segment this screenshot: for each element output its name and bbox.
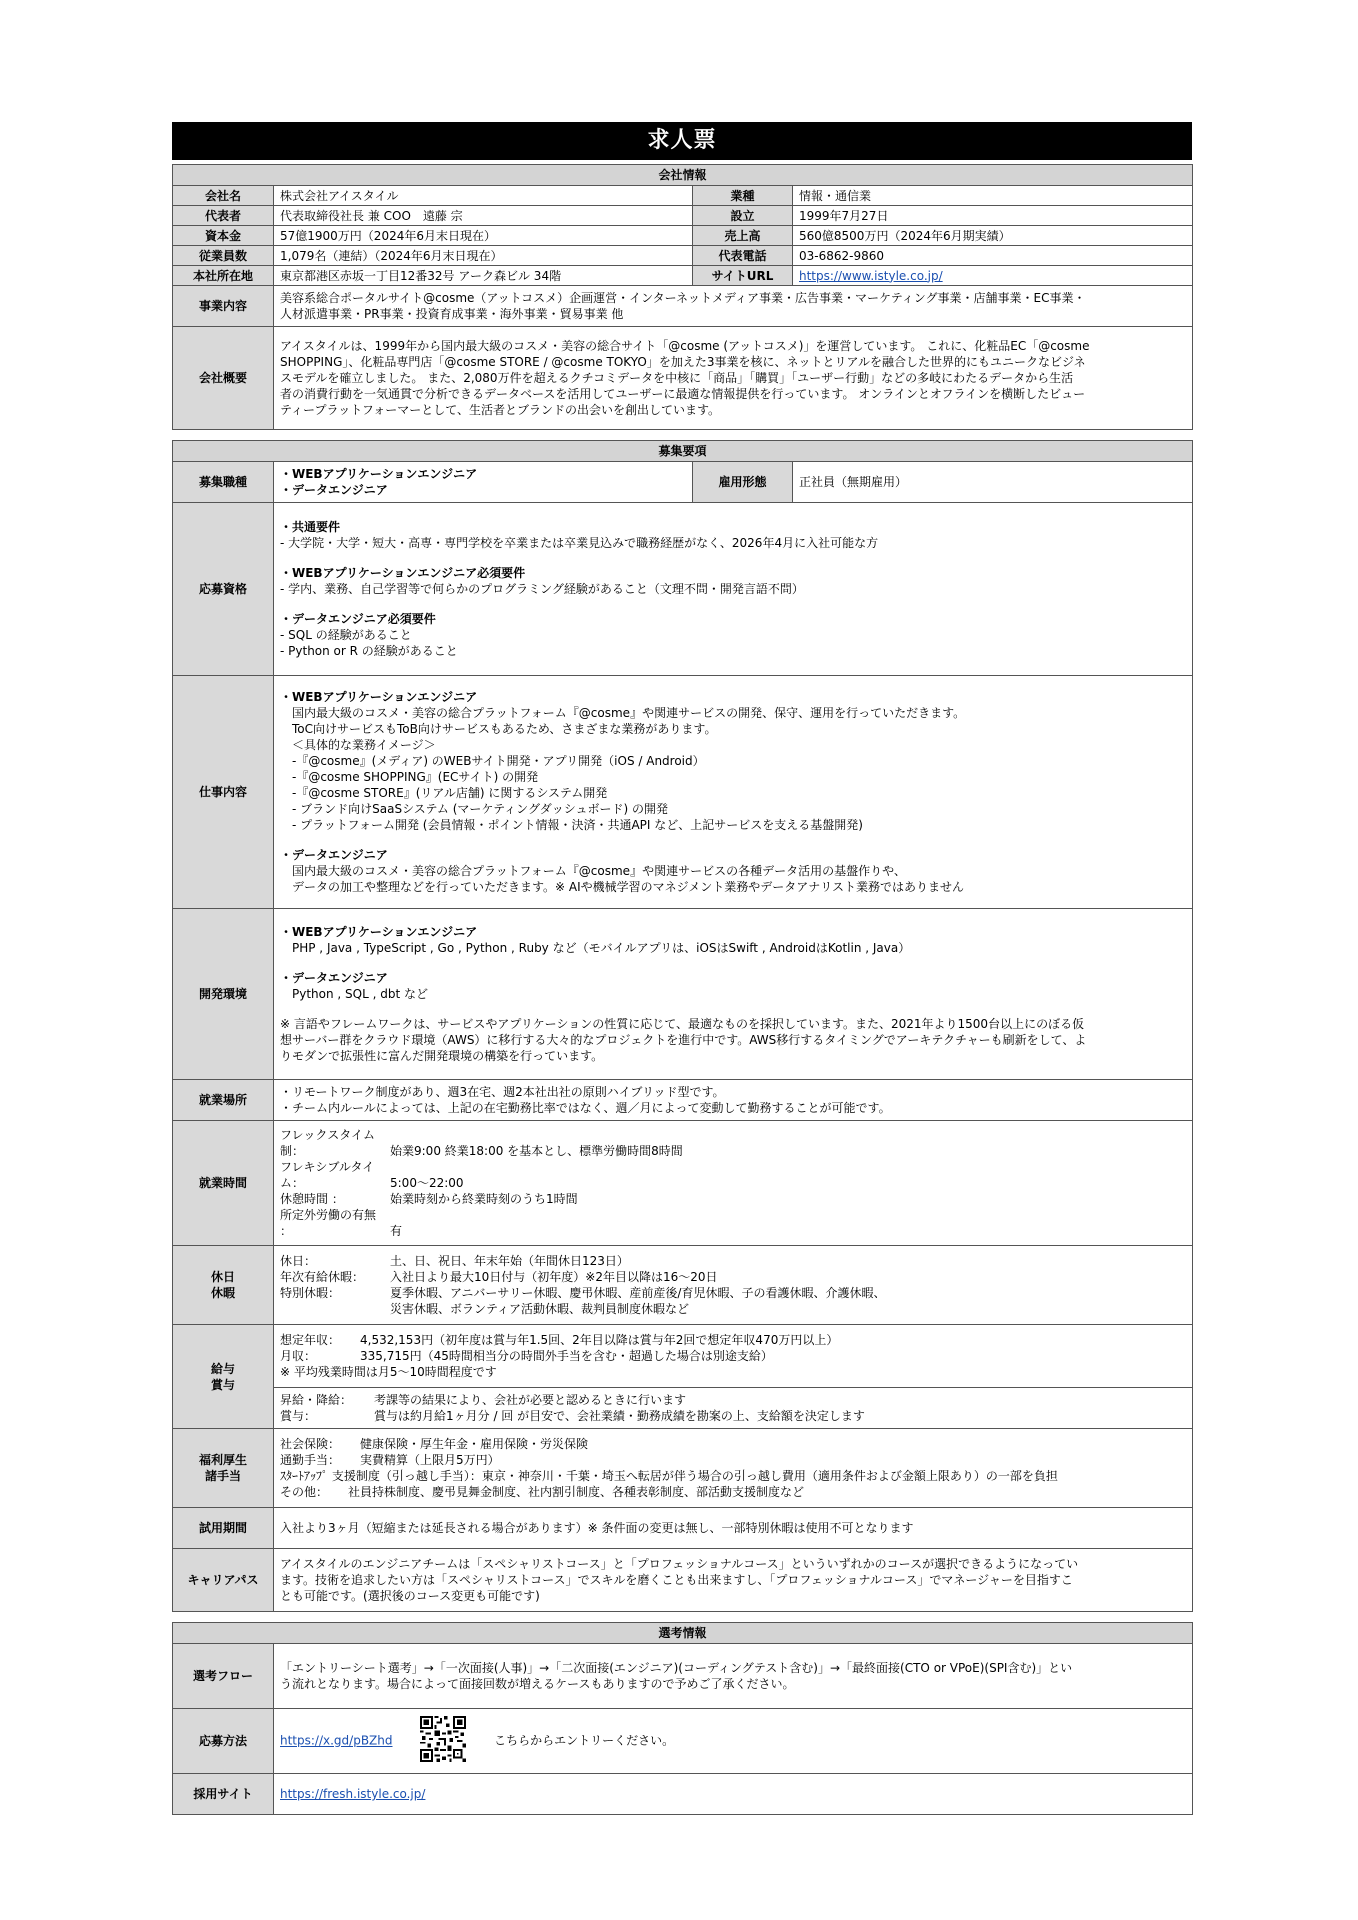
welfare-row	[173, 1429, 1193, 1508]
heading: ・WEBアプリケーションエンジニア必須要件	[280, 566, 526, 580]
label-recruit-site: 採用サイト	[173, 1774, 274, 1815]
label-site-url: サイトURL	[693, 266, 793, 286]
recruitment-table	[172, 440, 1193, 1612]
text-line: ・WEBアプリケーションエンジニア	[280, 467, 478, 481]
heading: ・データエンジニア	[280, 848, 388, 862]
flow-row	[173, 1644, 1193, 1709]
position-row	[173, 462, 1193, 503]
value-welfare	[274, 1429, 1193, 1508]
value-employees: 1,079名（連結）（2024年6月末日現在）	[274, 246, 693, 266]
site-row	[173, 1774, 1193, 1815]
label-address: 本社所在地	[173, 266, 274, 286]
text-line: アイスタイルのエンジニアチームは「スペシャリストコース」と「プロフェッショナルコース」といういずれかのコースが選択できるようになってい	[280, 1557, 1079, 1571]
term: 休憩時間 ：	[280, 1192, 344, 1206]
value-business	[274, 286, 1193, 327]
company-info-table	[172, 164, 1193, 430]
value-apply	[274, 1709, 1193, 1774]
label-work-hours: 就業時間	[173, 1121, 274, 1246]
company-row	[173, 226, 1193, 246]
company-section-header: 会社情報	[173, 165, 1193, 186]
label-phone: 代表電話	[693, 246, 793, 266]
text-line: とも可能です。(選択後のコース変更も可能です)	[280, 1589, 540, 1603]
text-line	[280, 1348, 1186, 1364]
page-title: 求人票	[172, 122, 1192, 160]
definition: 夏季休暇、アニバーサリー休暇、慶弔休暇、産前産後/育児休暇、子の看護休暇、介護休暇、	[390, 1286, 886, 1300]
text-line: データの加工や整理などを行っていただきます。※ AIや機械学習のマネジメント業務やデータアナリスト業務ではありません	[292, 880, 965, 894]
text-line	[280, 1332, 1186, 1348]
value-company-name: 株式会社アイスタイル	[274, 186, 693, 206]
business-row	[173, 286, 1193, 327]
value-dev-environment	[274, 909, 1193, 1080]
definition: 始業時刻から終業時刻のうち1時間	[390, 1192, 578, 1206]
term: フレキシブルタイム：	[280, 1160, 375, 1190]
label-line: 福利厚生	[198, 1453, 247, 1467]
text-line: 「エントリーシート選考」→「一次面接(人事)」→「二次面接(エンジニア)(コーディングテスト含む)」→「最終面接(CTO or VPoE)(SPI含む)」とい	[280, 1661, 1073, 1675]
label-line: 諸手当	[204, 1469, 241, 1483]
value-capital: 57億1900万円（2024年6月末日現在）	[274, 226, 693, 246]
definition: 社員持株制度、慶弔見舞金制度、社内割引制度、各種表彰制度、部活動支援制度など	[348, 1485, 805, 1499]
value-sales: 560億8500万円（2024年6月期実績）	[793, 226, 1193, 246]
value-address: 東京都港区赤坂一丁目12番32号 アーク森ビル 34階	[274, 266, 693, 286]
trial-row	[173, 1508, 1193, 1549]
definition: 4,532,153円（初年度は賞与年1.5回、2年目以降は賞与年2回で想定年収470万円以上）	[360, 1333, 839, 1347]
recruit-section-header: 募集要項	[173, 441, 1193, 462]
term: 社会保険：	[280, 1437, 341, 1451]
definition: 有	[390, 1224, 403, 1238]
label-employees: 従業員数	[173, 246, 274, 266]
definition: 実費精算（上限月5万円）	[360, 1453, 500, 1467]
text-line: りモダンで拡張性に富んだ開発環境の構築を行っています。	[280, 1049, 604, 1063]
work-place-row	[173, 1080, 1193, 1121]
label-founded: 設立	[693, 206, 793, 226]
term: 通勤手当：	[280, 1453, 341, 1467]
work-hours-row	[173, 1121, 1193, 1246]
heading: ・データエンジニア	[280, 971, 388, 985]
label-sales: 売上高	[693, 226, 793, 246]
text-line	[280, 1269, 1186, 1285]
text-line: - プラットフォーム開発 (会員情報・ポイント情報・決済・共通API など、上記サービスを支える基盤開発)	[292, 818, 863, 832]
apply-url-link[interactable]: https://x.gd/pBZhd	[280, 1733, 393, 1748]
label-flow: 選考フロー	[173, 1644, 274, 1709]
text-line: -『@cosme STORE』(リアル店舗) に関するシステム開発	[292, 786, 608, 800]
heading: ・WEBアプリケーションエンジニア	[280, 690, 478, 704]
term: 月収：	[280, 1349, 317, 1363]
label-business: 事業内容	[173, 286, 274, 327]
label-capital: 資本金	[173, 226, 274, 246]
label-apply: 応募方法	[173, 1709, 274, 1774]
text-line	[280, 1253, 1186, 1269]
text-line: ・リモートワーク制度があり、週3在宅、週2本社出社の原則ハイブリッド型です。	[280, 1085, 725, 1099]
term: 想定年収：	[280, 1333, 341, 1347]
apply-instruction: こちらからエントリーください。	[494, 1733, 675, 1748]
dev-environment-row	[173, 909, 1193, 1080]
career-row	[173, 1549, 1193, 1612]
term: 特別休暇：	[280, 1286, 341, 1300]
value-industry: 情報・通信業	[793, 186, 1193, 206]
definition: 考課等の結果により、会社が必要と認めるときに行います	[374, 1393, 687, 1407]
selection-table	[172, 1622, 1193, 1815]
text-line: - 大学院・大学・短大・高専・専門学校を卒業または卒業見込みで職務経歴がなく、2026年4月に入社可能な方	[280, 536, 879, 550]
text-line: ＜具体的な業務イメージ＞	[292, 738, 436, 752]
text-line	[280, 1301, 1186, 1317]
value-recruit-site	[274, 1774, 1193, 1815]
definition: 335,715円（45時間相当分の時間外手当を含む・超過した場合は別途支給）	[360, 1349, 773, 1363]
label-holiday	[173, 1246, 274, 1325]
text-line	[280, 1484, 1186, 1500]
definition: 健康保険・厚生年金・雇用保険・労災保険	[360, 1437, 589, 1451]
label-representative: 代表者	[173, 206, 274, 226]
value-founded: 1999年7月27日	[793, 206, 1193, 226]
value-career	[274, 1549, 1193, 1612]
text-line: 想サーバー群をクラウド環境（AWS）に移行する大々的なプロジェクトを進行中です。AWS移行するタイミングでアーキテクチャーも刷新をして、よ	[280, 1033, 1087, 1047]
value-position	[274, 462, 693, 503]
label-dev-environment: 開発環境	[173, 909, 274, 1080]
label-company-name: 会社名	[173, 186, 274, 206]
text-line	[280, 1127, 1186, 1159]
company-row	[173, 246, 1193, 266]
label-line: 休暇	[210, 1286, 235, 1300]
text-line: ※ 言語やフレームワークは、サービスやアプリケーションの性質に応じて、最適なものを採択しています。また、2021年より1500台以上にのぼる仮	[280, 1017, 1085, 1031]
value-job-description	[274, 676, 1193, 909]
text-line: ・チーム内ルールによっては、上記の在宅勤務比率ではなく、週／月によって変動して勤務することが可能です。	[280, 1101, 891, 1115]
text-line	[280, 1191, 1186, 1207]
value-employment: 正社員（無期雇用）	[793, 462, 1193, 503]
label-pay	[173, 1325, 274, 1429]
label-welfare	[173, 1429, 274, 1508]
text-line: 者の消費行動を一気通貫で分析できるデータベースを活用してユーザーに最適な情報提供を行っています。 オンラインとオフラインを横断したビュー	[280, 387, 1086, 401]
company-row	[173, 266, 1193, 286]
text-line: PHP , Java , TypeScript , Go , Python , Ruby など（モバイルアプリは、iOSはSwift , AndroidはKotlin , Java）	[292, 941, 911, 955]
definition: 5:00〜22:00	[390, 1176, 464, 1190]
text-line	[280, 1159, 1186, 1191]
label-line: 休日	[210, 1270, 235, 1284]
qr-code-icon[interactable]	[420, 1716, 466, 1766]
definition: 賞与は約月給1ヶ月分 / 回 が目安で、会社業績・勤務成績を勘案の上、支給額を決定します	[374, 1409, 865, 1423]
text-line: 国内最大級のコスメ・美容の総合プラットフォーム『@cosme』や関連サービスの各種データ活用の基盤作りや、	[292, 864, 906, 878]
label-line: 給与	[210, 1361, 235, 1376]
text-line: -『@cosme』(メディア) のWEBサイト開発・アプリ開発（iOS / Android）	[292, 754, 705, 768]
value-work-hours	[274, 1121, 1193, 1246]
text-line: ・データエンジニア	[280, 483, 388, 497]
overview-row	[173, 327, 1193, 430]
label-career: キャリアパス	[173, 1549, 274, 1612]
value-overview	[274, 327, 1193, 430]
label-job-description: 仕事内容	[173, 676, 274, 909]
label-industry: 業種	[693, 186, 793, 206]
text-line	[280, 1468, 1186, 1484]
value-representative: 代表取締役社長 兼 COO 遠藤 宗	[274, 206, 693, 226]
text-line: 人材派遣事業・PR事業・投資育成事業・海外事業・貿易事業 他	[280, 307, 624, 321]
qualification-row	[173, 503, 1193, 676]
holiday-row	[173, 1246, 1193, 1325]
text-line	[280, 1285, 1186, 1301]
text-line: - Python or R の経験があること	[280, 644, 458, 658]
value-phone: 03-6862-9860	[793, 246, 1193, 266]
text-line: ToC向けサービスもToB向けサービスもあるため、さまざまな業務があります。	[292, 722, 717, 736]
heading: ・共通要件	[280, 520, 341, 534]
selection-section-header: 選考情報	[173, 1623, 1193, 1644]
term: 所定外労働の有無 ：	[280, 1208, 377, 1238]
text-line	[280, 1452, 1186, 1468]
text-line	[280, 1207, 1186, 1239]
text-line: - SQL の経験があること	[280, 628, 412, 642]
value-pay	[274, 1325, 1193, 1388]
label-work-place: 就業場所	[173, 1080, 274, 1121]
heading: ・WEBアプリケーションエンジニア	[280, 925, 478, 939]
text-line: 美容系総合ポータルサイト@cosme（アットコスメ）企画運営・インターネットメディア事業・広告事業・マーケティング事業・店舗事業・EC事業・	[280, 291, 1086, 305]
text-line: スモデルを確立しました。 また、2,080万件を超えるクチコミデータを中核に「商品」「購買」「ユーザー行動」などの多岐にわたるデータから生活	[280, 371, 1074, 385]
job-description-row	[173, 676, 1193, 909]
term: ｽﾀｰﾄｱｯﾌﾟ 支援制度（引っ越し手当）：	[280, 1469, 482, 1483]
term: 年次有給休暇：	[280, 1270, 365, 1284]
value-qualification	[274, 503, 1193, 676]
text-line	[280, 1392, 1186, 1408]
text-line	[280, 1436, 1186, 1452]
text-line: SHOPPING」、化粧品専門店「@cosme STORE / @cosme TOKYO」を加えた3事業を核に、ネットとリアルを融合した世界的にもユニークなビジネ	[280, 355, 1086, 369]
text-line: - 学内、業務、自己学習等で何らかのプログラミング経験があること（文理不問・開発言語不問）	[280, 582, 804, 596]
text-line: ※ 平均残業時間は月5〜10時間程度です	[280, 1365, 497, 1379]
text-line	[280, 1408, 1186, 1424]
definition: 東京・神奈川・千葉・埼玉へ転居が伴う場合の引っ越し費用（適用条件および金額上限あり）の一部を負担	[481, 1469, 1058, 1483]
label-qualification: 応募資格	[173, 503, 274, 676]
value-trial: 入社より3ヶ月（短縮または延長される場合があります）※ 条件面の変更は無し、一部特別休暇は使用不可となります	[274, 1508, 1193, 1549]
text-line: 国内最大級のコスメ・美容の総合プラットフォーム『@cosme』や関連サービスの開発、保守、運用を行っていただきます。	[292, 706, 966, 720]
term: その他：	[280, 1485, 329, 1499]
term: 賞与：	[280, 1409, 317, 1423]
text-line: -『@cosme SHOPPING』(ECサイト) の開発	[292, 770, 539, 784]
term: フレックスタイム制：	[280, 1128, 376, 1158]
pay-row-2	[173, 1388, 1193, 1429]
job-posting-sheet	[172, 122, 1192, 1815]
label-position: 募集職種	[173, 462, 274, 503]
pay-row	[173, 1325, 1193, 1388]
text-line: ます。技術を追求したい方は「スペシャリストコース」でスキルを磨くことも出来ますし、「プロフェッショナルコース」でマネージャーを目指すこ	[280, 1573, 1073, 1587]
value-holiday	[274, 1246, 1193, 1325]
term: 休日：	[280, 1254, 317, 1268]
label-overview: 会社概要	[173, 327, 274, 430]
definition: 災害休暇、ボランティア活動休暇、裁判員制度休暇など	[390, 1302, 690, 1316]
label-line: 賞与	[210, 1377, 235, 1392]
text-line: Python , SQL , dbt など	[292, 987, 428, 1001]
value-pay-raise	[274, 1388, 1193, 1429]
heading: ・データエンジニア必須要件	[280, 612, 436, 626]
term: 昇給・降給：	[280, 1393, 353, 1407]
definition: 入社日より最大10日付与（初年度）※2年目以降は16〜20日	[390, 1270, 718, 1284]
site-url-link[interactable]: https://www.istyle.co.jp/	[799, 268, 943, 283]
value-work-place	[274, 1080, 1193, 1121]
company-row	[173, 206, 1193, 226]
label-employment: 雇用形態	[693, 462, 793, 503]
definition: 土、日、祝日、年末年始（年間休日123日）	[390, 1254, 629, 1268]
text-line: ティープラットフォーマーとして、生活者とブランドの出会いを創出しています。	[280, 403, 721, 417]
recruit-site-link[interactable]: https://fresh.istyle.co.jp/	[280, 1787, 426, 1801]
text-line: - ブランド向けSaaSシステム (マーケティングダッシュボード) の開発	[292, 802, 668, 816]
apply-row	[173, 1709, 1193, 1774]
text-line: アイスタイルは、1999年から国内最大級のコスメ・美容の総合サイト「@cosme (アットコスメ)」を運営しています。 これに、化粧品EC「@cosme	[280, 339, 1090, 353]
value-flow	[274, 1644, 1193, 1709]
label-trial: 試用期間	[173, 1508, 274, 1549]
company-row	[173, 186, 1193, 206]
definition: 始業9:00 終業18:00 を基本とし、標準労働時間8時間	[390, 1144, 683, 1158]
text-line: う流れとなります。場合によって面接回数が増えるケースもありますので予めご了承ください。	[280, 1677, 795, 1691]
